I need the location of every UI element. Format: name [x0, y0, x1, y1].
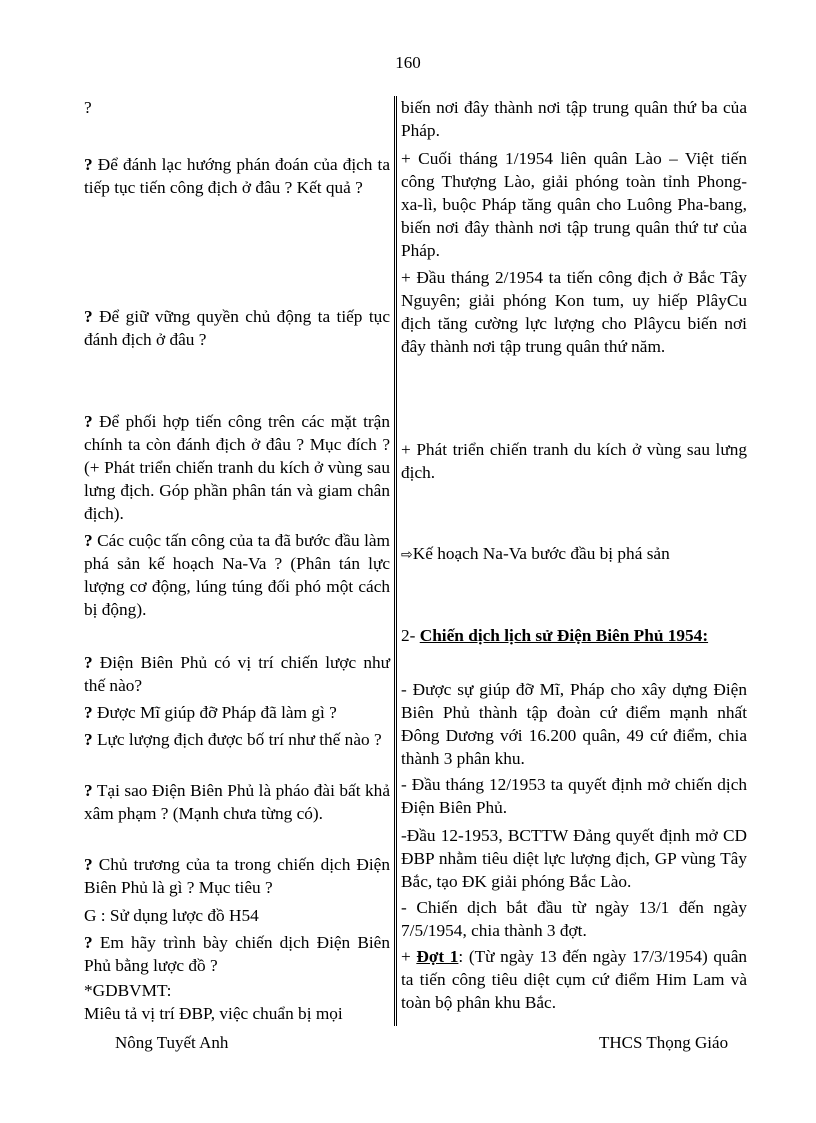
phase-label: Đợt 1: [416, 947, 459, 966]
question-text: Được Mĩ giúp đỡ Pháp đã làm gì ?: [96, 703, 337, 722]
footer-school: THCS Thọng Giáo: [599, 1033, 729, 1052]
question-mark: ?: [84, 703, 93, 722]
question-mark: ?: [84, 781, 93, 800]
section-heading: [401, 624, 747, 647]
answer-paragraph: -Đầu 12-1953, BCTTW Đảng quyết định mở CD ĐBP nhằm tiêu diệt lực lượng địch, GP vùng Tây Bắc, tạo ĐK giải phóng Bắc Lào.: [401, 826, 747, 891]
question-5: [84, 651, 390, 697]
question-text: Lực lượng địch được bố trí như thế nào ?: [96, 730, 382, 749]
question-8: [84, 779, 390, 825]
question-mark: ?: [84, 412, 93, 431]
phase-1-paragraph: [401, 945, 747, 1014]
conclusion-line: [401, 542, 747, 567]
right-arrow-icon: ⇨: [401, 547, 413, 563]
column-divider: [394, 96, 397, 1026]
answer-paragraph: + Cuối tháng 1/1954 liên quân Lào – Việt tiến công Thượng Lào, giải phóng toàn tỉnh Phong-xa-lì, buộc Pháp tăng quân cho Luông Pha-bang, biến nơi đây thành nơi tập trung quân thứ tư của Pháp.: [401, 149, 747, 260]
answer-paragraph: + Phát triển chiến tranh du kích ở vùng sau lưng địch.: [401, 440, 747, 482]
answer-paragraph: - Chiến dịch bắt đầu từ ngày 13/1 đến ngày 7/5/1954, chia thành 3 đợt.: [401, 898, 747, 940]
question-4: [84, 529, 390, 621]
question-text: Em hãy trình bày chiến dịch Điện Biên Phủ bằng lược đồ ?: [84, 933, 390, 975]
question-2: [84, 305, 390, 351]
question-text: Điện Biên Phủ có vị trí chiến lược như thế nào?: [84, 653, 390, 695]
question-1: [84, 153, 390, 199]
question-mark: ?: [84, 531, 93, 550]
question-mark: ?: [84, 730, 93, 749]
answer-paragraph: - Được sự giúp đỡ Mĩ, Pháp cho xây dựng Điện Biên Phủ thành tập đoàn cứ điểm mạnh nhất Đông Dương với 16.200 quân, 49 cứ điểm, chia thành 3 phân khu.: [401, 680, 747, 768]
question-text: Tại sao Điện Biên Phủ là pháo đài bất khả xâm phạm ? (Mạnh chưa từng có).: [84, 781, 390, 823]
question-text: Chủ trương của ta trong chiến dịch Điện Biên Phủ là gì ? Mục tiêu ?: [84, 855, 390, 897]
question-text: Để đánh lạc hướng phán đoán của địch ta tiếp tục tiến công địch ở đâu ? Kết quả ?: [84, 155, 390, 197]
phase-text: : (Từ ngày 13 đến ngày 17/3/1954) quân ta tiến công tiêu diệt cụm cứ điểm Him Lam và toàn bộ phân khu Bắc.: [401, 947, 747, 1012]
question-9: [84, 853, 390, 899]
section-number: 2-: [401, 626, 420, 645]
page-number: 160: [395, 53, 421, 72]
question-10: [84, 931, 390, 977]
question-mark: ?: [84, 155, 93, 174]
question-7: [84, 728, 390, 751]
section-title: Chiến dịch lịch sử Điện Biên Phủ 1954:: [419, 626, 709, 645]
question-mark: ?: [84, 855, 93, 874]
question-text: Các cuộc tấn công của ta đã bước đầu làm phá sản kế hoạch Na-Va ? (Phân tán lực lượng cơ động, lúng túng đối phó một cách bị động).: [84, 531, 390, 619]
question-mark: ?: [84, 653, 93, 672]
answer-paragraph: - Đầu tháng 12/1953 ta quyết định mở chiến dịch Điện Biên Phủ.: [401, 775, 747, 817]
gdbvmt-text: Miêu tả vị trí ĐBP, việc chuẩn bị mọi: [84, 1004, 343, 1023]
plus-sign: +: [401, 947, 417, 966]
question-mark: ?: [84, 307, 93, 326]
right-column: [401, 96, 747, 1026]
question-text: Để phối hợp tiến công trên các mặt trận chính ta còn đánh địch ở đâu ? Mục đích ? (+ Phát triển chiến tranh du kích ở vùng sau lưng địch. Góp phần phân tán và giam chân địch).: [84, 412, 390, 523]
teacher-note: G : Sử dụng lược đồ H54: [84, 906, 259, 925]
gdbvmt-label: *GDBVMT:: [84, 981, 172, 1000]
conclusion-text: Kế hoạch Na-Va bước đầu bị phá sản: [412, 544, 670, 563]
question-mark: ?: [84, 933, 93, 952]
question-6: [84, 701, 390, 724]
question-mark-top: ?: [84, 98, 92, 117]
answer-paragraph: biến nơi đây thành nơi tập trung quân thứ ba của Pháp.: [401, 98, 747, 140]
footer-author: Nông Tuyết Anh: [115, 1033, 229, 1052]
answer-paragraph: + Đầu tháng 2/1954 ta tiến công địch ở Bắc Tây Nguyên; giải phóng Kon tum, uy hiếp PlâyCu địch tăng cường lực lượng cho Plâycu biến nơi đây thành nơi tập trung quân thứ năm.: [401, 268, 747, 356]
left-column: [84, 96, 390, 1026]
question-text: Để giữ vững quyền chủ động ta tiếp tục đánh địch ở đâu ?: [84, 307, 390, 349]
question-3: [84, 410, 390, 525]
